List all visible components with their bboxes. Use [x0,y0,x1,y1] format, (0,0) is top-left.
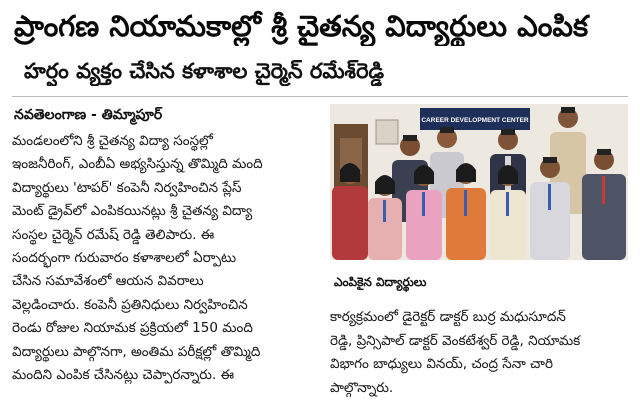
body-line: సందర్భంగా గురువారం కళాశాలలో ఏర్పాటు [12,249,237,266]
body-line: కార్యక్రమంలో డైరెక్టర్‌ డాక్టర్‌ బుర్ర మధుసూదన్‌ [330,309,566,325]
photo-caption: ఎంపికైన విద్యార్థులు [334,275,427,289]
body-line: రెడ్డి, ప్రిన్సిపాల్‌ డాక్టర్‌ వెంకటేశ్వర్‌ రెడ్డి, నియామక [330,332,581,349]
body-line: మండలంలోని శ్రీ చైతన్య విద్యా సంస్థల్లో [12,133,213,149]
body-line: రెండు రోజుల నియామక ప్రక్రియలో 150 మంది [12,320,253,337]
subheadline: హర్షం వ్యక్తం చేసిన కళాశాల చైర్మెన్‌ రమేశ్‌రెడ్డి [24,59,385,83]
divider [12,96,628,97]
group-photo-illustration [330,104,628,260]
article-body-right [330,306,630,420]
group-photo [330,104,628,260]
body-line: విద్యార్థులు పాల్గొనగా, అంతిమ పరీక్షల్లో తొమ్మిది [12,343,261,360]
body-line: వెల్లడించారు. కంపెనీ ప్రతినిధులు నిర్వహించిన [12,296,248,313]
article-body-left [12,130,320,420]
body-line: పాల్గొన్నారు. [330,379,394,396]
body-line: విద్యార్థులు 'టాపర్‌' కంపెనీ నిర్వహించిన ప్లేస్‌ [12,179,242,196]
photo-frame [376,120,398,144]
body-line: మెంట్‌ డ్రైవ్‌లో ఎంపికయినట్లు శ్రీ చైతన్య విద్యా [12,203,253,220]
body-line: చేసిన సమావేశంలో ఆయన వివరాలు [12,273,204,290]
dateline: నవతెలంగాణ - తిమ్మాపూర్‌ [14,107,163,123]
body-line: విభాగం బాధ్యులు వినయ్‌, చంద్ర సేనా చారి [330,356,553,373]
headline: ప్రాంగణ నియామకాల్లో శ్రీ చైతన్య విద్యార్థులు ఎంపిక [14,9,589,43]
body-line: ఇంజనీరింగ్‌, ఎంబీఏ అభ్యసిస్తున్న తొమ్మిది మంది [12,156,263,173]
body-line: సంస్థల చైర్మెన్‌ రమేష్‌ రెడ్డి తెలిపారు. ఈ [12,226,215,243]
body-line: మందిని ఎంపిక చేసినట్లు చెప్పారన్నారు. ఈ [12,366,234,383]
photo-banner-text: CAREER DEVELOPMENT CENTER [421,117,529,124]
